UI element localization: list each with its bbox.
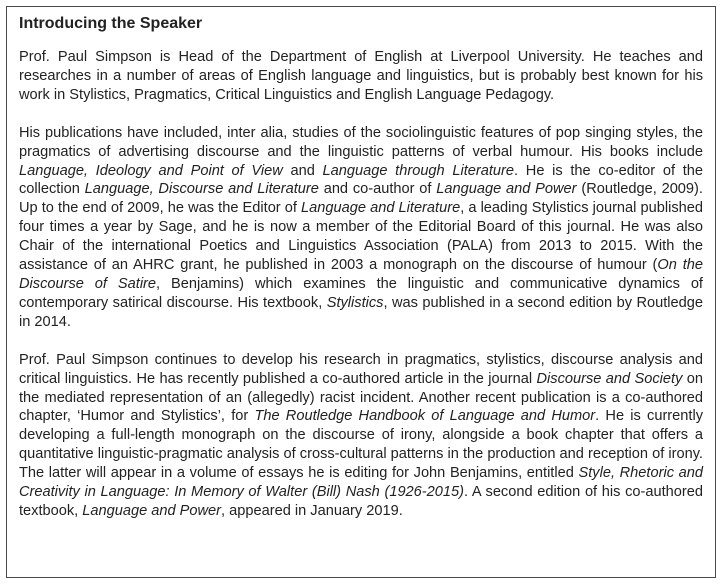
text-segment: and co-author of	[318, 181, 437, 198]
text-segment: . A second edition of his co-authored textbook,	[19, 484, 704, 519]
book-title: Stylistics	[326, 294, 384, 311]
text-segment: , Benjamins) which examines the linguistic and communicative dynamics of contemporary satirical discourse. His textbook,	[19, 275, 703, 311]
paragraph-research	[19, 351, 703, 521]
book-title: Language, Discourse and Literature	[84, 181, 319, 198]
speaker-box	[6, 6, 716, 578]
journal-title: Language and Literature	[301, 200, 461, 217]
book-title: On the Discourse of Satire	[19, 257, 703, 292]
book-title: Language and Power	[436, 181, 577, 198]
text-segment: and	[282, 162, 323, 179]
section-title: Introducing the Speaker	[19, 15, 203, 32]
text-segment: . He is currently developing a full-length monograph on the discourse of irony, alongside a book chapter that offers a quantitative linguistic-pragmatic analysis of cross-cultural patterns in the production and reception of irony. The latter will appear in a volume of essays he is editing for John Benjamins, entitled	[19, 408, 703, 482]
journal-title: Discourse and Society	[536, 370, 683, 387]
text-segment: (Routledge, 2009). Up to the end of 2009, he was the Editor of	[19, 181, 703, 217]
book-title: Language and Power	[82, 502, 222, 519]
book-title: The Routledge Handbook of Language and Humor	[254, 408, 596, 425]
text-segment: Prof. Paul Simpson continues to develop his research in pragmatics, stylistics, discourse analysis and critical linguistics. He has recently published a co-authored article in the journal	[19, 351, 703, 387]
book-title: Language, Ideology and Point of View	[19, 162, 283, 179]
text-segment: , was published in a second edition by Routledge in 2014.	[19, 294, 703, 330]
text-segment: His publications have included, inter alia, studies of the sociolinguistic features of pop singing styles, the pragmatics of advertising discourse and the linguistic patterns of verbal humour. His books include	[19, 124, 703, 160]
text-segment: , appeared in January 2019.	[221, 502, 403, 519]
paragraph-publications	[19, 124, 703, 332]
paragraph-intro	[19, 48, 703, 105]
text-segment: , a leading Stylistics journal published four times a year by Sage, and he is now a member of the Editorial Board of this journal. He was also Chair of the international Poetics and Linguistics Association (PALA) from 2013 to 2015. With the assistance of an AHRC grant, he published in 2003 a monograph on the discourse of humour (	[19, 200, 703, 274]
text-segment: on the mediated representation of an (allegedly) racist incident. Another recent publication is a co-authored chapter, ‘Humor and Stylistics’, for	[19, 370, 703, 425]
book-title: Style, Rhetoric and Creativity in Language: In Memory of Walter (Bill) Nash (1926-2015)	[19, 465, 703, 501]
text-segment: Prof. Paul Simpson is Head of the Department of English at Liverpool University. He teaches and researches in a number of areas of English language and linguistics, but is probably best known for his work in Stylistics, Pragmatics, Critical Linguistics and English Language Pedagogy.	[19, 49, 703, 103]
book-title: Language through Literature	[322, 162, 515, 179]
text-segment: . He is the co-editor of the collection	[19, 162, 703, 198]
